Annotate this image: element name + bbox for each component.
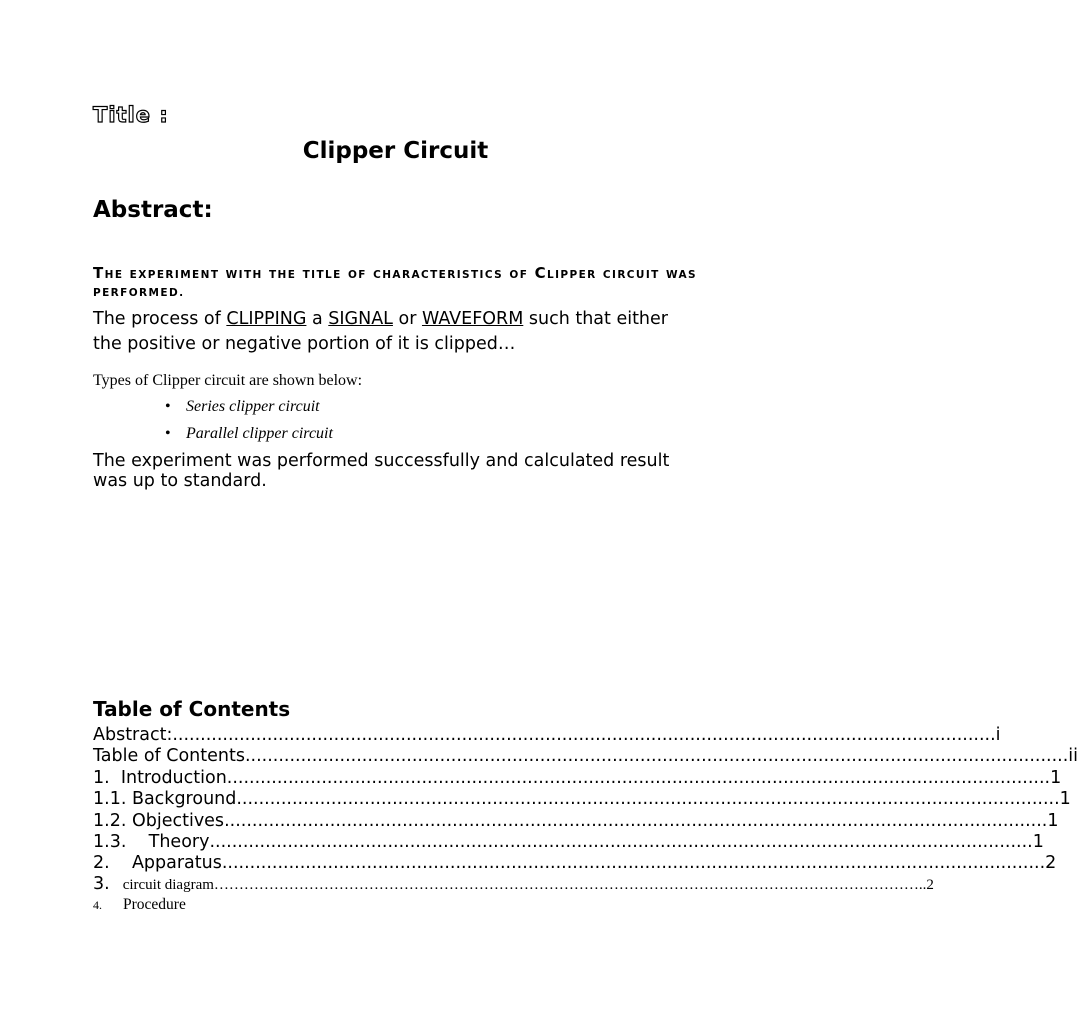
- toc-entry-label: Table of Contents: [93, 746, 245, 766]
- toc-entry-label: circuit diagram: [122, 877, 214, 893]
- list-item-series: [165, 398, 320, 416]
- toc-heading: Table of Contents: [93, 697, 291, 721]
- conclusion-line-2: was up to standard.: [93, 471, 267, 491]
- sentence-part-2: a: [306, 309, 329, 329]
- toc-entry-procedure[interactable]: [93, 896, 186, 914]
- toc-page-number: ii: [1068, 746, 1078, 766]
- clipping-link[interactable]: CLIPPING: [226, 309, 307, 329]
- toc-entry-background[interactable]: [93, 789, 1071, 809]
- toc-page-number: 1: [1059, 789, 1071, 809]
- conclusion-line-1: The experiment was performed successfully and calculated result: [93, 451, 670, 471]
- lead-text-2: LIPPER CIRCUIT WAS: [546, 269, 697, 281]
- sentence-part-4: such that either: [523, 309, 668, 329]
- document-title: Clipper Circuit: [302, 138, 489, 164]
- toc-entry-label: 2. Apparatus: [93, 853, 222, 873]
- abstract-lead-line-1: [93, 264, 697, 282]
- abstract-sentence-line-1: [93, 309, 668, 329]
- bullet-icon: •: [165, 398, 171, 415]
- lead-cap-1: T: [93, 264, 105, 282]
- waveform-link[interactable]: WAVEFORM: [421, 309, 524, 329]
- title-label: Title :: [93, 103, 169, 127]
- sentence-part-3: or: [392, 309, 422, 329]
- toc-leader: ....................................................................................................................................................: [172, 725, 996, 745]
- toc-entry-objectives[interactable]: [93, 811, 1059, 831]
- toc-leader: ....................................................................................................................................................: [236, 789, 1060, 809]
- toc-leader: ....................................................................................................................................................: [221, 853, 1046, 873]
- toc-entry-apparatus[interactable]: [93, 853, 1057, 873]
- toc-entry-label: 1.3. Theory: [93, 832, 210, 852]
- toc-entry-introduction[interactable]: [93, 768, 1062, 788]
- bullet-icon: •: [165, 425, 171, 442]
- signal-link[interactable]: SIGNAL: [328, 309, 393, 329]
- toc-page-number: 1: [1047, 811, 1059, 831]
- toc-entry-label: 1.2. Objectives: [93, 811, 225, 831]
- toc-entry-table-of-contents[interactable]: [93, 746, 1078, 766]
- types-intro: Types of Clipper circuit are shown below:: [93, 372, 363, 389]
- sentence-part-1: The process of: [93, 309, 227, 329]
- toc-page-number: i: [995, 725, 1001, 745]
- abstract-heading: Abstract:: [93, 197, 213, 223]
- toc-entry-theory[interactable]: [93, 832, 1044, 852]
- abstract-sentence-line-2: the positive or negative portion of it is clipped…: [93, 334, 516, 354]
- toc-page-number: 1: [1050, 768, 1062, 788]
- list-item-label: Series clipper circuit: [186, 398, 320, 415]
- lead-text-1: HE EXPERIMENT WITH THE TITLE OF CHARACTERISTICS OF: [104, 269, 529, 281]
- list-item-label: Parallel clipper circuit: [186, 425, 333, 442]
- toc-leader: ....................................................................................................................................................: [209, 832, 1033, 852]
- toc-entry-label: 1. Introduction: [93, 768, 227, 788]
- toc-entry-circuit-diagram[interactable]: [93, 874, 934, 894]
- toc-entry-label: Procedure: [123, 896, 186, 913]
- toc-entry-label: 1.1. Background: [93, 789, 237, 809]
- toc-page-number: 1: [1032, 832, 1044, 852]
- toc-entry-abstract[interactable]: [93, 725, 1001, 745]
- toc-entry-number: 3.: [93, 874, 110, 894]
- toc-page-number: 2: [1045, 853, 1057, 873]
- lead-cap-2: C: [534, 264, 547, 282]
- toc-leader: ....................................................................................................................................................: [226, 768, 1051, 788]
- abstract-lead-line-2: PERFORMED.: [93, 287, 185, 299]
- toc-leader: ....................................................................................................................................................: [224, 811, 1048, 831]
- toc-entry-label: Abstract:: [93, 725, 173, 745]
- toc-leader: ....................................................................................................................................................: [244, 746, 1069, 766]
- toc-leader: ……………………………………………………………………………………………………………………………: [213, 877, 919, 893]
- toc-page-number: ..2: [918, 877, 934, 893]
- list-item-parallel: [165, 425, 333, 443]
- toc-entry-number: 4.: [93, 898, 102, 912]
